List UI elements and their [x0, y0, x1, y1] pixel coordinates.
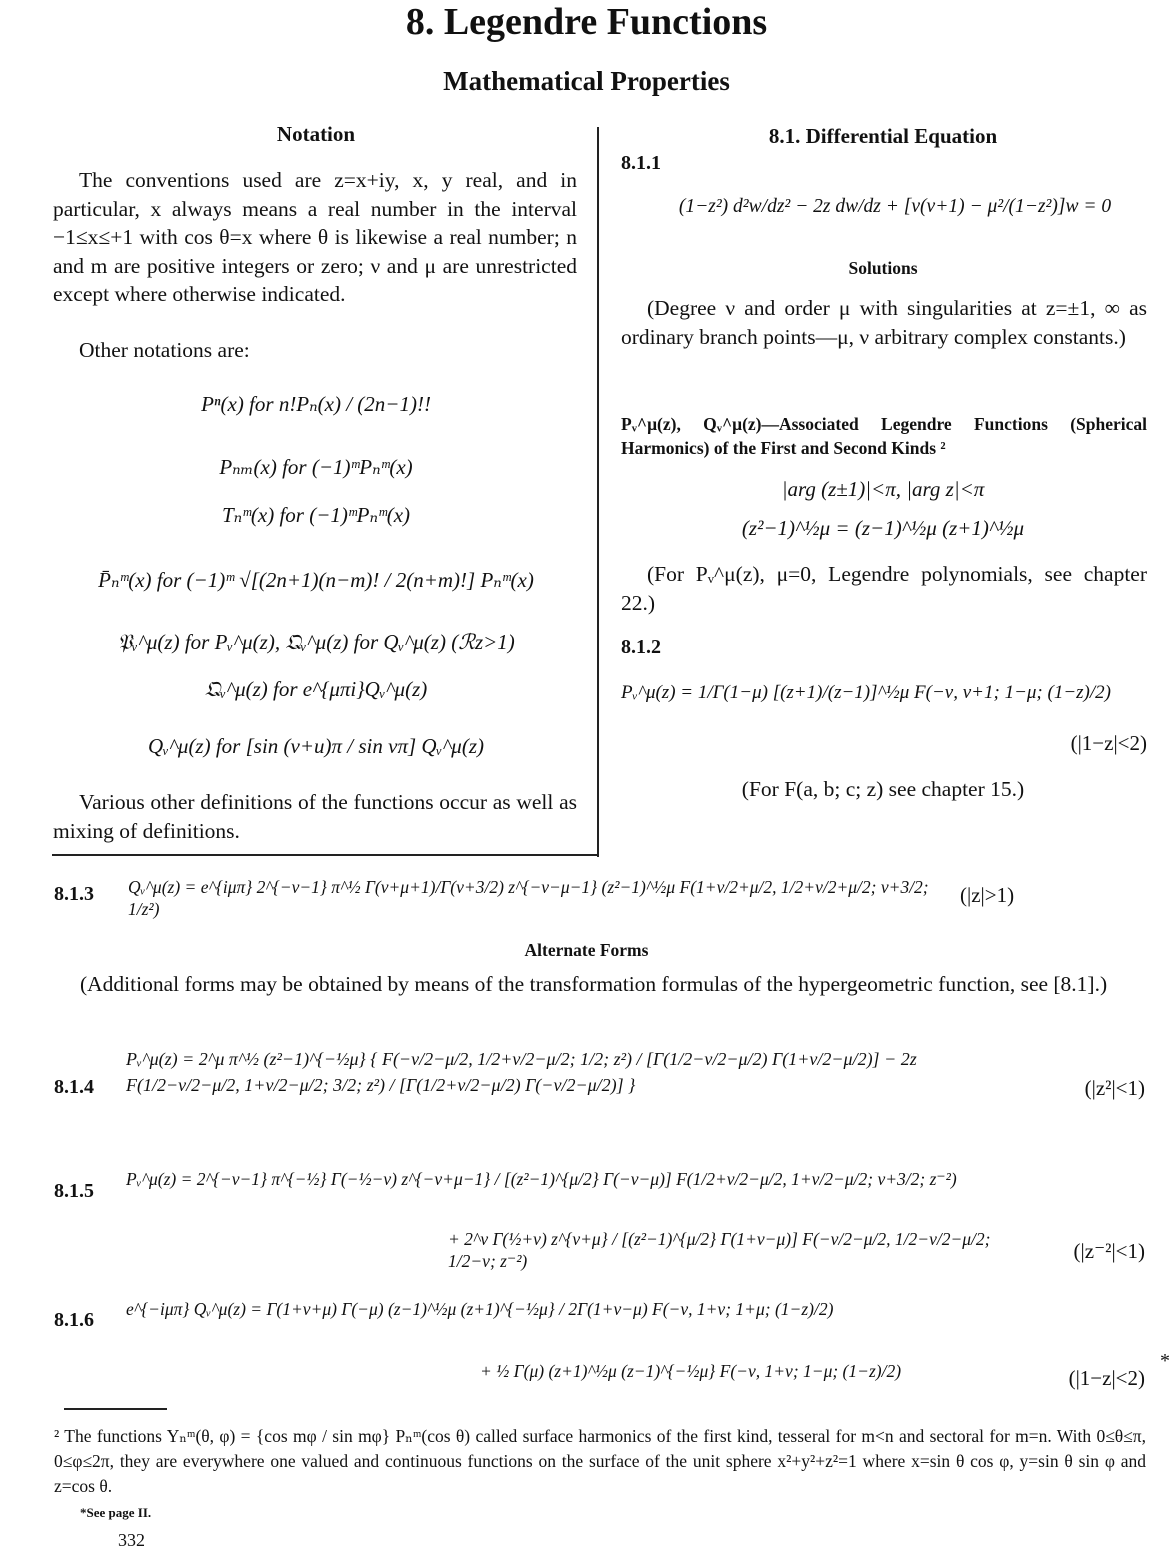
equation-number: 8.1.1	[621, 152, 661, 174]
solutions-heading: Solutions	[848, 258, 918, 278]
notation-item: Pₙₘ(x) for (−1)ᵐPₙᵐ(x)	[219, 455, 413, 479]
equation-number: 8.1.5	[54, 1180, 94, 1202]
notation-item: Pⁿ(x) for n!Pₙ(x) / (2n−1)!!	[201, 392, 431, 416]
notation-intro: Other notations are:	[79, 338, 250, 362]
page-subtitle: Mathematical Properties	[443, 66, 730, 96]
equation-8-1-6-line1: e^{−iμπ} Qᵥ^μ(z) = Γ(1+ν+μ) Γ(−μ) (z−1)^½μ (z+1)^{−½μ} / 2Γ(1+ν−μ) F(−ν, 1+ν; 1+μ; (1−z)/2)	[126, 1299, 834, 1319]
associated-functions-heading: Pᵥ^μ(z), Qᵥ^μ(z)—Associated Legendre Functions (Spherical Harmonics) of the First and Second Kinds ²	[621, 414, 1147, 458]
argument-condition: |arg (z±1)|<π, |arg z|<π	[781, 477, 985, 501]
equation-condition: (|1−z|<2)	[1070, 731, 1147, 755]
footnote-rule	[64, 1408, 167, 1410]
notation-item: P̄ₙᵐ(x) for (−1)ᵐ √[(2n+1)(n−m)! / 2(n+m)!] Pₙᵐ(x)	[98, 568, 534, 592]
legendre-polynomial-note: (For Pᵥ^μ(z), μ=0, Legendre polynomials, see chapter 22.)	[621, 562, 1147, 615]
alternate-forms-text: (Additional forms may be obtained by means of the transformation formulas of the hypergeometric function, see [8.1].)	[80, 972, 1108, 996]
notation-item: 𝔓ᵥ^μ(z) for Pᵥ^μ(z), 𝔔ᵥ^μ(z) for Qᵥ^μ(z) (ℛz>1)	[117, 630, 515, 654]
equation-number: 8.1.2	[621, 636, 661, 658]
equation-8-1-5-line2: + 2^ν Γ(½+ν) z^{ν+μ} / [(z²−1)^{μ/2} Γ(1+ν−μ)] F(−ν/2−μ/2, 1/2−ν/2−μ/2; 1/2−ν; z⁻²)	[448, 1229, 991, 1271]
footnote-2: ² The functions Yₙᵐ(θ, φ) = {cos mφ / sin mφ} Pₙᵐ(cos θ) called surface harmonics of the first kind, tesseral for m<n and sectoral for m=n. With 0≤θ≤π, 0≤φ≤2π, they are everywhere one valued and continuous functions on the surface of the unit sphere x²+y²+z²=1 where x=sin θ cos φ, y=sin θ sin φ and z=cos θ.	[54, 1426, 1146, 1496]
equation-number: 8.1.6	[54, 1309, 94, 1331]
margin-mark: *	[1160, 1350, 1170, 1372]
equation-condition: (|z²|<1)	[1084, 1076, 1145, 1100]
chapter-title: 8. Legendre Functions	[405, 1, 768, 43]
branch-formula: (z²−1)^½μ = (z−1)^½μ (z+1)^½μ	[741, 516, 1025, 540]
section-heading-8-1: 8.1. Differential Equation	[768, 124, 998, 148]
equation-8-1-3: Qᵥ^μ(z) = e^{iμπ} 2^{−ν−1} π^½ Γ(ν+μ+1)/Γ(ν+3/2) z^{−ν−μ−1} (z²−1)^½μ F(1+ν/2+μ/2, 1/2+ν/2+μ/2; ν+3/2; 1/z²)	[128, 877, 929, 919]
notation-closing-paragraph: Various other definitions of the functions occur as well as mixing of definitions.	[53, 790, 577, 843]
equation-8-1-2: Pᵥ^μ(z) = 1/Γ(1−μ) [(z+1)/(z−1)]^½μ F(−ν, ν+1; 1−μ; (1−z)/2)	[621, 682, 1111, 703]
equation-8-1-6-line2: + ½ Γ(μ) (z+1)^½μ (z−1)^{−½μ} F(−ν, 1+ν; 1−μ; (1−z)/2)	[480, 1361, 902, 1381]
equation-number: 8.1.3	[54, 883, 94, 905]
differential-equation: (1−z²) d²w/dz² − 2z dw/dz + [ν(ν+1) − μ²/(1−z²)]w = 0	[678, 196, 1112, 217]
notation-heading: Notation	[276, 122, 356, 146]
notation-paragraph: The conventions used are z=x+iy, x, y real, and in particular, x always means a real number in the interval −1≤x≤+1 with cos θ=x where θ is likewise a real number; n and m are positive integers or zero; ν and μ are unrestricted except where otherwise indicated.	[53, 168, 577, 306]
equation-number: 8.1.4	[54, 1076, 94, 1098]
alternate-forms-heading: Alternate Forms	[524, 940, 649, 960]
see-page-note: *See page II.	[80, 1505, 152, 1520]
page-number: 332	[118, 1530, 145, 1550]
equation-condition: (|z⁻²|<1)	[1073, 1239, 1145, 1263]
equation-condition: (|z|>1)	[960, 883, 1015, 907]
column-divider	[597, 127, 599, 857]
equation-8-1-5-line1: Pᵥ^μ(z) = 2^{−ν−1} π^{−½} Γ(−½−ν) z^{−ν+μ−1} / [(z²−1)^{μ/2} Γ(−ν−μ)] F(1/2+ν/2−μ/2, 1+ν/2−μ/2; ν+3/2; z⁻²)	[126, 1169, 957, 1189]
hypergeometric-note: (For F(a, b; c; z) see chapter 15.)	[741, 777, 1025, 801]
notation-item: Tₙᵐ(x) for (−1)ᵐPₙᵐ(x)	[221, 503, 411, 527]
equation-condition: (|1−z|<2)	[1068, 1366, 1145, 1390]
left-column-bottom-rule	[52, 854, 599, 856]
solutions-text: (Degree ν and order μ with singularities at z=±1, ∞ as ordinary branch points—μ, ν arbitrary complex constants.)	[621, 296, 1147, 349]
equation-8-1-4: Pᵥ^μ(z) = 2^μ π^½ (z²−1)^{−½μ} { F(−ν/2−μ/2, 1/2+ν/2−μ/2; 1/2; z²) / [Γ(1/2−ν/2−μ/2) Γ(1+ν/2−μ/2)] − 2z F(1/2−ν/2−μ/2, 1+ν/2−μ/2; 3/2; z²) / [Γ(1/2+ν/2−μ/2) Γ(−ν/2−μ/2)] }	[126, 1049, 917, 1095]
notation-item: 𝔔ᵥ^μ(z) for e^{μπi}Qᵥ^μ(z)	[204, 677, 428, 701]
notation-item: Qᵥ^μ(z) for [sin (ν+u)π / sin νπ] Qᵥ^μ(z)	[148, 734, 484, 758]
